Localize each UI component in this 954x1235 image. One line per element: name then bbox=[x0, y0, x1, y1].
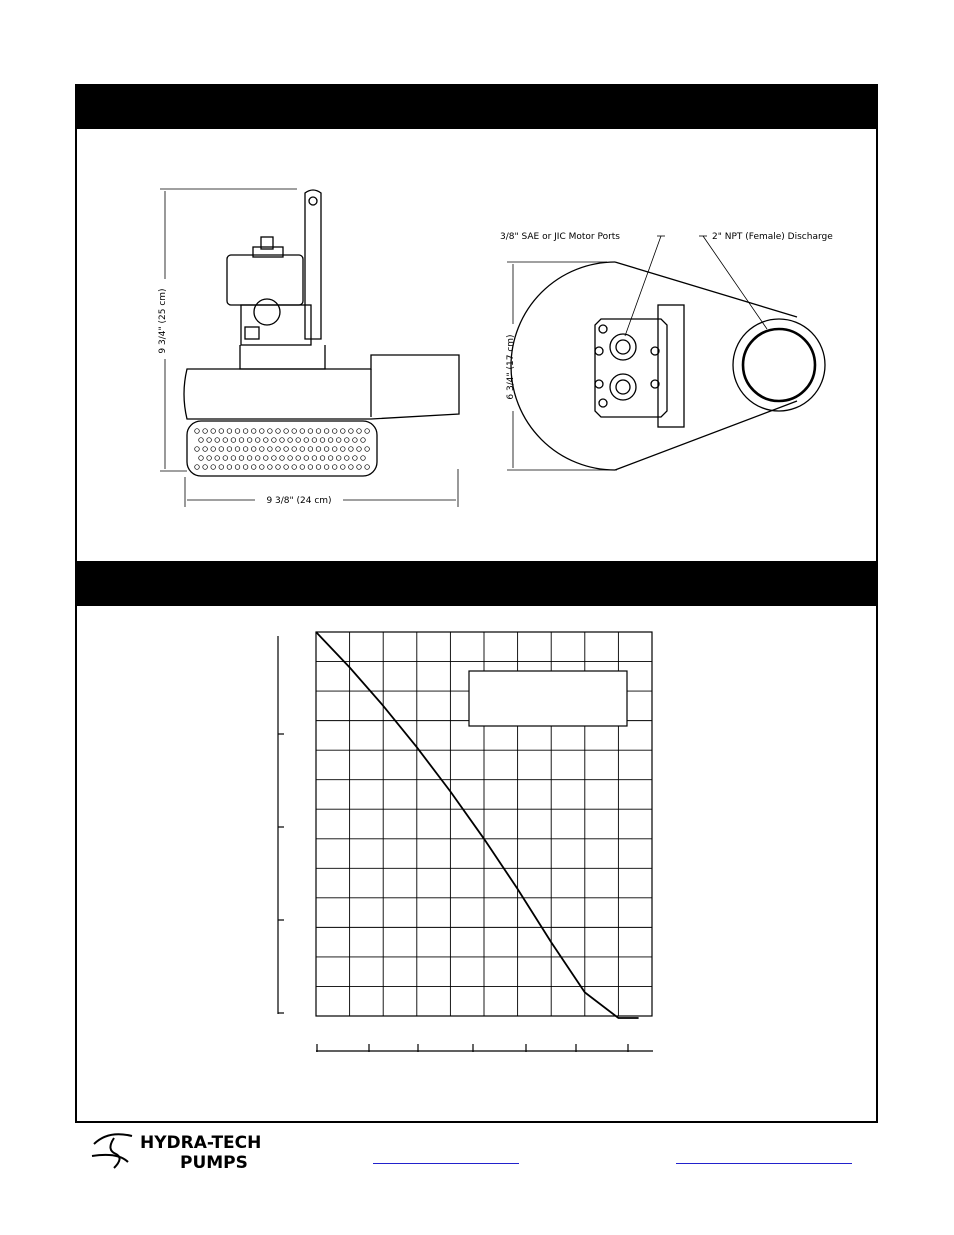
performance-chart bbox=[77, 606, 876, 1119]
strainer-hole bbox=[349, 429, 354, 434]
strainer-hole bbox=[276, 429, 281, 434]
strainer-hole bbox=[219, 465, 224, 470]
logo-line1: HYDRA-TECH bbox=[140, 1133, 262, 1153]
strainer-hole bbox=[292, 429, 297, 434]
link-underline-2[interactable] bbox=[676, 1163, 852, 1164]
strainer-hole bbox=[304, 438, 309, 443]
strainer-hole bbox=[199, 438, 204, 443]
strainer-hole bbox=[203, 447, 208, 452]
strainer-hole bbox=[328, 456, 333, 461]
strainer-hole bbox=[312, 438, 317, 443]
strainer-hole bbox=[195, 447, 200, 452]
strainer-hole bbox=[341, 429, 346, 434]
strainer-hole bbox=[223, 438, 228, 443]
strainer-hole bbox=[235, 465, 240, 470]
strainer-hole bbox=[260, 447, 265, 452]
strainer-hole bbox=[341, 447, 346, 452]
strainer-hole bbox=[227, 465, 232, 470]
side-width-label: 9 3/8" (24 cm) bbox=[266, 496, 332, 506]
strainer-hole bbox=[288, 438, 293, 443]
strainer-hole bbox=[288, 456, 293, 461]
strainer-hole bbox=[365, 465, 370, 470]
strainer-hole bbox=[272, 438, 277, 443]
strainer-hole bbox=[276, 447, 281, 452]
link-underline-1[interactable] bbox=[373, 1163, 519, 1164]
strainer-hole bbox=[243, 447, 248, 452]
strainer-hole bbox=[324, 447, 329, 452]
strainer-hole bbox=[247, 438, 252, 443]
strainer-hole bbox=[195, 465, 200, 470]
strainer-hole bbox=[336, 438, 341, 443]
logo-line2: PUMPS bbox=[180, 1153, 248, 1173]
strainer-hole bbox=[345, 438, 350, 443]
side-height-label: 9 3/4" (25 cm) bbox=[158, 288, 168, 354]
strainer-hole bbox=[296, 456, 301, 461]
strainer-hole bbox=[345, 456, 350, 461]
strainer-hole bbox=[308, 447, 313, 452]
y-axis bbox=[278, 636, 284, 1014]
strainer-hole bbox=[316, 429, 321, 434]
strainer-hole bbox=[235, 447, 240, 452]
motor-ports-label: 3/8" SAE or JIC Motor Ports bbox=[500, 232, 620, 242]
strainer-hole bbox=[312, 456, 317, 461]
strainer-hole bbox=[219, 429, 224, 434]
strainer-hole bbox=[341, 465, 346, 470]
strainer-hole bbox=[199, 456, 204, 461]
dimension-drawings bbox=[77, 129, 876, 561]
strainer-hole bbox=[227, 447, 232, 452]
strainer-hole bbox=[320, 456, 325, 461]
strainer-hole bbox=[195, 429, 200, 434]
strainer-hole bbox=[264, 456, 269, 461]
strainer-hole bbox=[365, 429, 370, 434]
strainer-hole bbox=[203, 429, 208, 434]
strainer-hole bbox=[239, 438, 244, 443]
strainer-hole bbox=[223, 456, 228, 461]
strainer-hole bbox=[284, 447, 289, 452]
strainer-hole bbox=[284, 429, 289, 434]
strainer-hole bbox=[316, 447, 321, 452]
strainer-hole bbox=[357, 465, 362, 470]
strainer-hole bbox=[247, 456, 252, 461]
strainer-hole bbox=[328, 438, 333, 443]
strainer-hole bbox=[215, 438, 220, 443]
strainer-hole bbox=[357, 447, 362, 452]
strainer-hole bbox=[332, 429, 337, 434]
strainer-hole bbox=[300, 465, 305, 470]
strainer-hole bbox=[255, 456, 260, 461]
strainer-hole bbox=[284, 465, 289, 470]
strainer-hole bbox=[361, 438, 366, 443]
strainer-hole bbox=[349, 447, 354, 452]
strainer-hole bbox=[211, 429, 216, 434]
strainer-hole bbox=[268, 429, 273, 434]
strainer-hole bbox=[292, 447, 297, 452]
strainer-hole bbox=[304, 456, 309, 461]
strainer-hole bbox=[324, 465, 329, 470]
strainer-hole bbox=[207, 456, 212, 461]
strainer-hole bbox=[324, 429, 329, 434]
strainer-hole bbox=[239, 456, 244, 461]
strainer-hole bbox=[280, 456, 285, 461]
strainer-hole bbox=[365, 447, 370, 452]
strainer-hole bbox=[361, 456, 366, 461]
strainer-hole bbox=[276, 465, 281, 470]
strainer-hole bbox=[243, 429, 248, 434]
strainer-hole bbox=[215, 456, 220, 461]
strainer-hole bbox=[336, 456, 341, 461]
strainer-hole bbox=[268, 465, 273, 470]
strainer-hole bbox=[227, 429, 232, 434]
strainer-hole bbox=[235, 429, 240, 434]
strainer-hole bbox=[349, 465, 354, 470]
strainer-hole bbox=[260, 465, 265, 470]
strainer-hole bbox=[251, 447, 256, 452]
logo-mark-icon bbox=[92, 1134, 132, 1168]
strainer-hole bbox=[308, 465, 313, 470]
strainer-hole bbox=[219, 447, 224, 452]
strainer-hole bbox=[353, 456, 358, 461]
strainer-hole bbox=[211, 465, 216, 470]
strainer-hole bbox=[251, 465, 256, 470]
strainer-hole bbox=[268, 447, 273, 452]
strainer-hole bbox=[231, 456, 236, 461]
strainer-hole bbox=[260, 429, 265, 434]
strainer-hole bbox=[332, 447, 337, 452]
hydra-tech-logo bbox=[88, 1128, 303, 1176]
strainer-hole bbox=[255, 438, 260, 443]
top-view-drawing bbox=[507, 236, 825, 470]
strainer-hole bbox=[300, 429, 305, 434]
strainer-hole bbox=[243, 465, 248, 470]
strainer-hole bbox=[332, 465, 337, 470]
strainer-hole bbox=[320, 438, 325, 443]
side-view-drawing bbox=[160, 189, 459, 507]
strainer-hole bbox=[203, 465, 208, 470]
chart-legend-box bbox=[469, 671, 627, 726]
strainer-hole bbox=[211, 447, 216, 452]
strainer-hole bbox=[280, 438, 285, 443]
discharge-label: 2" NPT (Female) Discharge bbox=[712, 232, 833, 242]
strainer-hole bbox=[300, 447, 305, 452]
strainer-hole bbox=[308, 429, 313, 434]
strainer-hole bbox=[353, 438, 358, 443]
top-height-label: 6 3/4" (17 cm) bbox=[506, 334, 516, 400]
strainer-hole bbox=[316, 465, 321, 470]
strainer-hole bbox=[231, 438, 236, 443]
x-axis bbox=[316, 1044, 653, 1052]
strainer-hole bbox=[251, 429, 256, 434]
strainer-hole bbox=[296, 438, 301, 443]
strainer-hole bbox=[264, 438, 269, 443]
strainer-hole bbox=[357, 429, 362, 434]
strainer-hole bbox=[272, 456, 277, 461]
strainer-holes bbox=[195, 429, 370, 470]
strainer-hole bbox=[292, 465, 297, 470]
strainer-hole bbox=[207, 438, 212, 443]
